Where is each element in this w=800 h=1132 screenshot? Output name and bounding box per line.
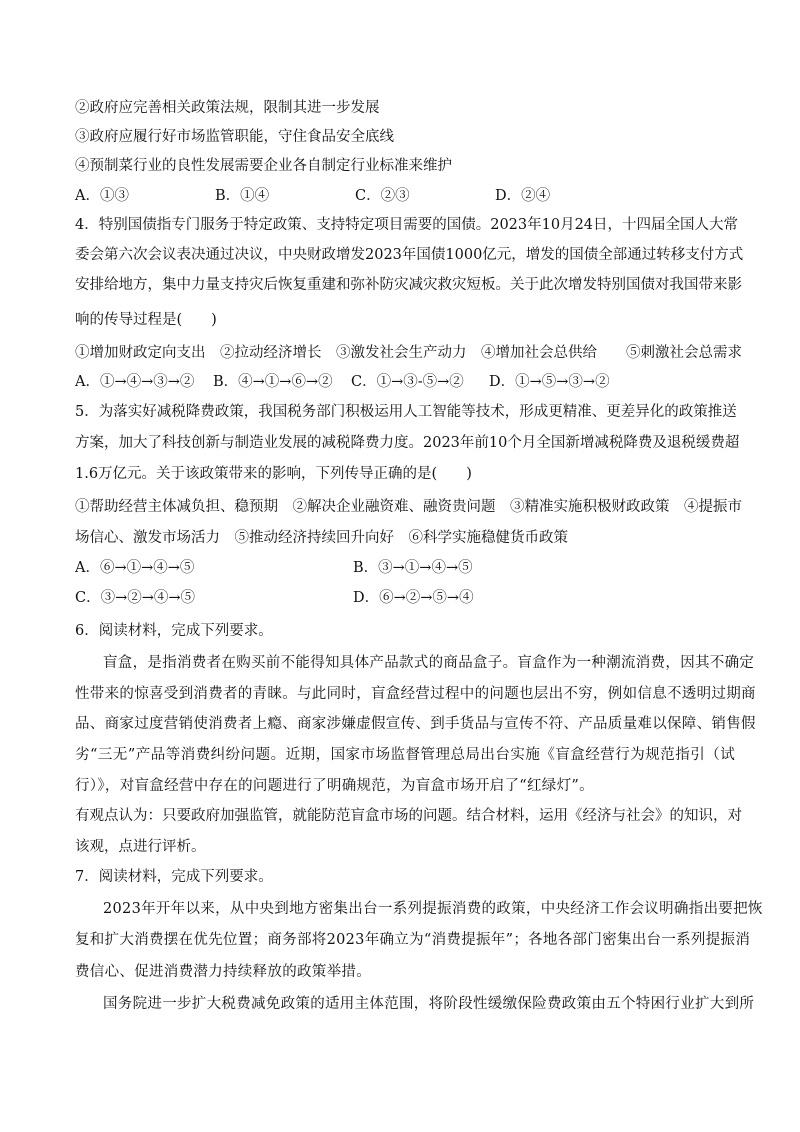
q6-material-line-3: 品、商家过度营销使消费者上瘾、商家涉嫌虚假宣传、到手货品与宣传不符、产品质量难以保障、销售假: [75, 716, 756, 732]
q3-choice-a: A．①③: [75, 188, 129, 204]
q3-option-2: ②政府应完善相关政策法规，限制其进一步发展: [75, 100, 380, 116]
q4-stem-line-4: 响的传导过程是( ): [75, 312, 217, 328]
q6-material-line-4: 劣“三无”产品等消费纠纷问题。近期，国家市场监督管理总局出台实施《盲盒经营行为规范指引（试: [75, 747, 735, 763]
q6-stem: 6．阅读材料，完成下列要求。: [75, 623, 273, 639]
q5-choice-d: D．⑥→②→⑤→④: [353, 590, 474, 606]
q7-material-line-2: 复和扩大消费摆在优先位置；商务部将2023年确立为“消费提振年”；各地各部门密集出台一系列提振消: [75, 932, 751, 948]
q7-material-line-1: 2023年开年以来，从中央到地方密集出台一系列提振消费的政策，中央经济工作会议明确指出要把恢: [103, 901, 763, 917]
q6-material-line-5: 行）》，对盲盒经营中存在的问题进行了明确规范，为盲盒市场开启了“红绿灯”。: [75, 778, 594, 794]
q5-stem-line-3: 1.6万亿元。关于该政策带来的影响，下列传导正确的是( ): [75, 466, 472, 482]
q3-choice-d: D．②④: [495, 188, 551, 204]
q5-stem-line-2: 方案，加大了科技创新与制造业发展的减税降费力度。2023年前10个月全国新增减税降费及退税缓费超: [75, 435, 740, 451]
q5-items-line-1: ①帮助经营主体减负担、稳预期 ②解决企业融资难、融资贵问题 ③精准实施积极财政政策 ④提振市: [75, 499, 742, 515]
q5-choices-row-2: [75, 588, 735, 608]
q7-stem: 7．阅读材料，完成下列要求。: [75, 869, 273, 885]
q3-choice-c: C．②③: [355, 188, 410, 204]
q4-choices: [75, 372, 735, 392]
q4-stem-line-1: 4．特别国债指专门服务于特定政策、支持特定项目需要的国债。2023年10月24日，十四届全国人大常: [75, 217, 739, 233]
q3-choices: [75, 186, 735, 206]
q5-choice-a: A．⑥→①→④→⑤: [75, 560, 195, 576]
q6-material-line-1: 盲盒，是指消费者在购买前不能得知具体产品款式的商品盒子。盲盒作为一种潮流消费，因其不确定: [103, 655, 755, 671]
q3-option-4: ④预制菜行业的良性发展需要企业各自制定行业标准来维护: [75, 158, 452, 174]
q6-question-line-1: 有观点认为：只要政府加强监管，就能防范盲盒市场的问题。结合材料，运用《经济与社会》的知识，对: [75, 808, 742, 824]
q4-choice-b: B．④→①→⑥→②: [213, 374, 333, 390]
q4-choice-a: A．①→④→③→②: [75, 374, 195, 390]
q5-stem-line-1: 5．为落实好减税降费政策，我国税务部门积极运用人工智能等技术，形成更精准、更差异化的政策推送: [75, 404, 737, 420]
q7-material-line-4: 国务院进一步扩大税费减免政策的适用主体范围，将阶段性缓缴保险费政策由五个特困行业扩大到所: [103, 996, 755, 1012]
q4-stem-line-3: 安排给地方，集中力量支持灾后恢复重建和弥补防灾减灾救灾短板。关于此次增发特别国债对我国带来影: [75, 277, 742, 293]
q5-choice-c: C．③→②→④→⑤: [75, 590, 196, 606]
q7-material-line-3: 费信心、促进消费潜力持续释放的政策举措。: [75, 964, 371, 980]
q5-items-line-2: 场信心、激发市场活力 ⑤推动经济持续回升向好 ⑥科学实施稳健货币政策: [75, 530, 568, 546]
q5-choice-b: B．③→①→④→⑤: [353, 560, 473, 576]
q3-choice-b: B．①④: [215, 188, 270, 204]
q6-material-line-2: 性带来的惊喜受到消费者的青睐。与此同时，盲盒经营过程中的问题也层出不穷，例如信息不透明过期商: [75, 686, 756, 702]
q4-stem-line-2: 委会第六次会议表决通过决议，中央财政增发2023年国债1000亿元，增发的国债全部通过转移支付方式: [75, 247, 744, 263]
q5-choices-row-1: [75, 558, 735, 578]
q4-choice-d: D．①→⑤→③→②: [489, 374, 610, 390]
q6-question-line-2: 该观，点进行评析。: [75, 839, 206, 855]
q4-items: ①增加财政定向支出 ②拉动经济增长 ③激发社会生产动力 ④增加社会总供给 ⑤刺激社会总需求: [75, 345, 742, 361]
q4-choice-c: C．①→③-⑤→②: [351, 374, 464, 390]
q3-option-3: ③政府应履行好市场监管职能，守住食品安全底线: [75, 129, 394, 145]
